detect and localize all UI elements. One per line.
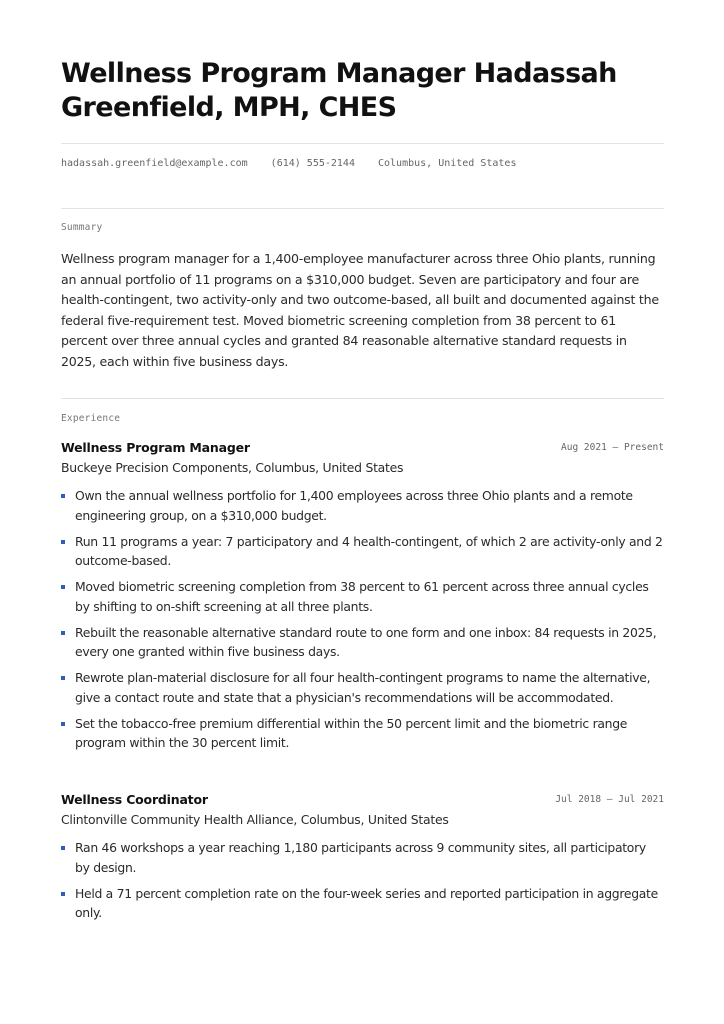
job-title: Wellness Program Manager bbox=[61, 440, 250, 455]
list-item: Rebuilt the reasonable alternative standard route to one form and one inbox: 84 requests in 2025, every one granted within five business days. bbox=[61, 623, 664, 662]
job-organization: Clintonville Community Health Alliance, Columbus, United States bbox=[61, 812, 449, 827]
job-title: Wellness Coordinator bbox=[61, 792, 208, 807]
list-item: Rewrote plan-material disclosure for all four health-contingent programs to name the alternative, give a contact route and state that a physician's recommendations will be accommodated. bbox=[61, 668, 664, 707]
divider bbox=[61, 398, 664, 399]
contact-location: Columbus, United States bbox=[378, 158, 517, 169]
contact-phone[interactable]: (614) 555-2144 bbox=[270, 158, 355, 169]
page-title: Wellness Program Manager Hadassah Greenfield, MPH, CHES bbox=[61, 58, 617, 123]
list-item: Moved biometric screening completion from 38 percent to 61 percent across three annual cycles by shifting to on-shift screening at all three plants. bbox=[61, 577, 664, 616]
summary-text: Wellness program manager for a 1,400-employee manufacturer across three Ohio plants, running an annual portfolio of 11 programs on a $310,000 budget. Seven are participatory and four are health-contingent, two activity-only and two outcome-based, all built and documented against the federal five-requirement test. Moved biometric screening completion from 38 percent to 61 percent over three annual cycles and granted 84 reasonable alternative standard requests in 2025, each within five business days. bbox=[61, 251, 659, 369]
divider bbox=[61, 208, 664, 209]
job-dates: Jul 2018 — Jul 2021 bbox=[555, 794, 664, 805]
list-item: Held a 71 percent completion rate on the four-week series and reported participation in aggregate only. bbox=[61, 884, 664, 923]
job-organization: Buckeye Precision Components, Columbus, United States bbox=[61, 460, 404, 475]
summary-heading: Summary bbox=[61, 222, 103, 233]
list-item: Run 11 programs a year: 7 participatory and 4 health-contingent, of which 2 are activity-only and 2 outcome-based. bbox=[61, 532, 664, 571]
job-bullets bbox=[61, 486, 664, 759]
contact-email[interactable]: hadassah.greenfield@example.com bbox=[61, 158, 248, 169]
job-dates: Aug 2021 — Present bbox=[561, 442, 664, 453]
job-bullets bbox=[61, 838, 664, 929]
list-item: Ran 46 workshops a year reaching 1,180 participants across 9 community sites, all participatory by design. bbox=[61, 838, 664, 877]
divider bbox=[61, 143, 664, 144]
list-item: Set the tobacco-free premium differential within the 50 percent limit and the biometric range program within the 30 percent limit. bbox=[61, 714, 664, 753]
experience-heading: Experience bbox=[61, 413, 121, 424]
list-item: Own the annual wellness portfolio for 1,400 employees across three Ohio plants and a remote engineering group, on a $310,000 budget. bbox=[61, 486, 664, 525]
contact-line bbox=[61, 158, 533, 169]
